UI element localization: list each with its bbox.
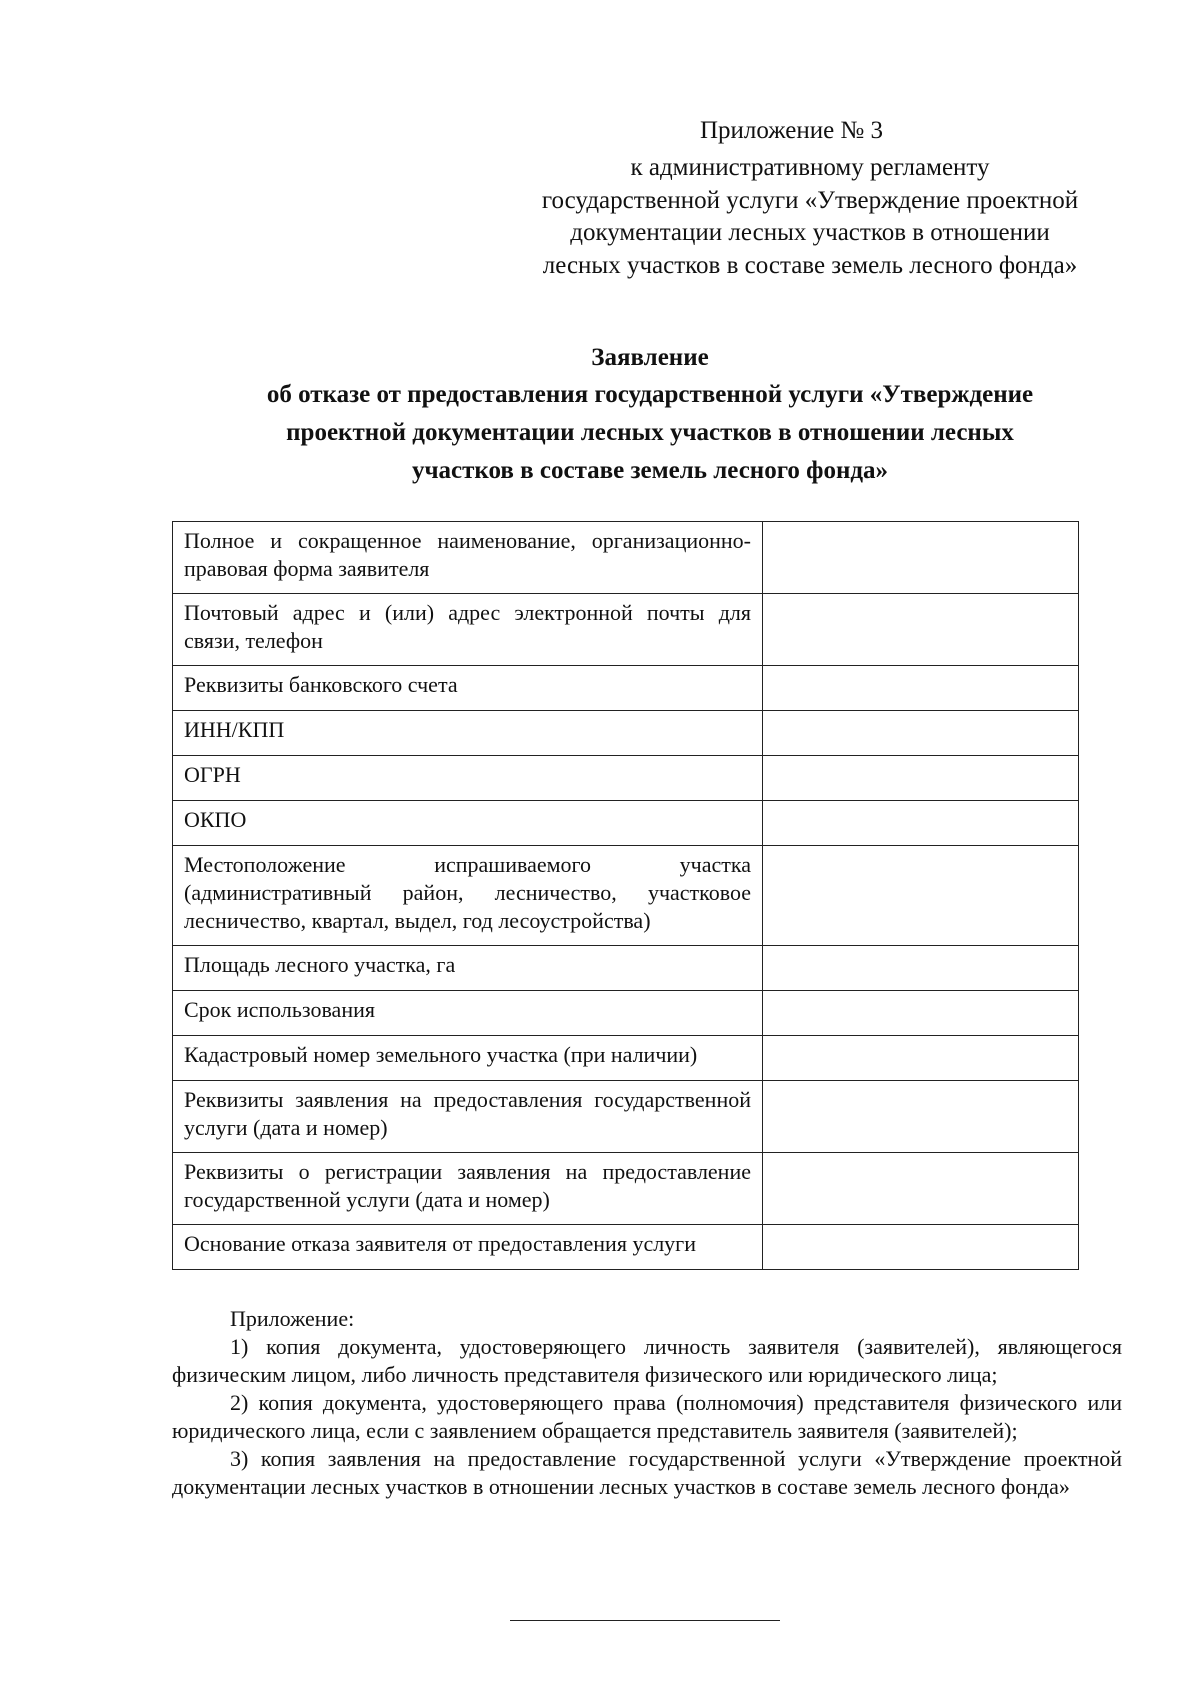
row-value-postal-address[interactable] <box>763 594 1079 666</box>
row-value-applicant-name[interactable] <box>763 522 1079 594</box>
row-label-plot-area: Площадь лесного участка, га <box>173 946 763 991</box>
table-row <box>173 522 1079 594</box>
row-label-registration-details: Реквизиты о регистрации заявления на предоставление государственной услуги (дата и номер) <box>173 1153 763 1225</box>
row-label-cadastral-number: Кадастровый номер земельного участка (при наличии) <box>173 1036 763 1081</box>
row-value-registration-details[interactable] <box>763 1153 1079 1225</box>
row-label-plot-location: Местоположение испрашиваемого участка (административный район, лесничество, участковое лесничество, квартал, выдел, год лесоустройства) <box>173 846 763 946</box>
table-row <box>173 801 1079 846</box>
row-label-postal-address: Почтовый адрес и (или) адрес электронной почты для связи, телефон <box>173 594 763 666</box>
appendix-number: Приложение № 3 <box>700 117 884 144</box>
attachment-item-1: 1) копия документа, удостоверяющего личность заявителя (заявителей), являющегося физическим лицом, либо личность представителя физического или юридического лица; <box>172 1334 1122 1387</box>
appendix-reference: к административному регламенту государственной услуги «Утверждение проектной документации лесных участков в отношении лесных участков в составе земель лесного фонда» <box>541 154 1079 279</box>
row-label-applicant-name: Полное и сокращенное наименование, организационно-правовая форма заявителя <box>173 522 763 594</box>
table-row <box>173 1225 1079 1270</box>
attachment-item-3: 3) копия заявления на предоставление государственной услуги «Утверждение проектной документации лесных участков в отношении лесных участков в составе земель лесного фонда» <box>172 1446 1122 1499</box>
row-value-okpo[interactable] <box>763 801 1079 846</box>
attachments-section <box>172 1305 1122 1501</box>
row-value-refusal-grounds[interactable] <box>763 1225 1079 1270</box>
row-label-refusal-grounds: Основание отказа заявителя от предоставления услуги <box>173 1225 763 1270</box>
row-label-usage-term: Срок использования <box>173 991 763 1036</box>
row-value-inn-kpp[interactable] <box>763 711 1079 756</box>
row-value-application-details[interactable] <box>763 1081 1079 1153</box>
row-value-cadastral-number[interactable] <box>763 1036 1079 1081</box>
table-row <box>173 1153 1079 1225</box>
row-value-plot-area[interactable] <box>763 946 1079 991</box>
application-form-table <box>172 521 1079 1270</box>
table-row <box>173 946 1079 991</box>
attachments-heading: Приложение: <box>230 1306 355 1331</box>
table-row <box>173 1081 1079 1153</box>
table-row <box>173 756 1079 801</box>
signature-line <box>510 1620 780 1621</box>
document-title: Заявление <box>591 344 709 371</box>
document-subtitle: об отказе от предоставления государственной услуги «Утверждение проектной документации лесных участков в отношении лесных участков в составе земель лесного фонда» <box>266 381 1034 484</box>
table-row <box>173 846 1079 946</box>
row-label-bank-details: Реквизиты банковского счета <box>173 666 763 711</box>
row-value-plot-location[interactable] <box>763 846 1079 946</box>
attachment-item-2: 2) копия документа, удостоверяющего права (полномочия) представителя физического или юридического лица, если с заявлением обращается представитель заявителя (заявителей); <box>172 1390 1122 1443</box>
table-row <box>173 1036 1079 1081</box>
row-value-bank-details[interactable] <box>763 666 1079 711</box>
table-row <box>173 666 1079 711</box>
row-label-inn-kpp: ИНН/КПП <box>173 711 763 756</box>
row-label-ogrn: ОГРН <box>173 756 763 801</box>
table-row <box>173 711 1079 756</box>
row-value-usage-term[interactable] <box>763 991 1079 1036</box>
row-value-ogrn[interactable] <box>763 756 1079 801</box>
row-label-okpo: ОКПО <box>173 801 763 846</box>
table-row <box>173 594 1079 666</box>
table-row <box>173 991 1079 1036</box>
row-label-application-details: Реквизиты заявления на предоставления государственной услуги (дата и номер) <box>173 1081 763 1153</box>
